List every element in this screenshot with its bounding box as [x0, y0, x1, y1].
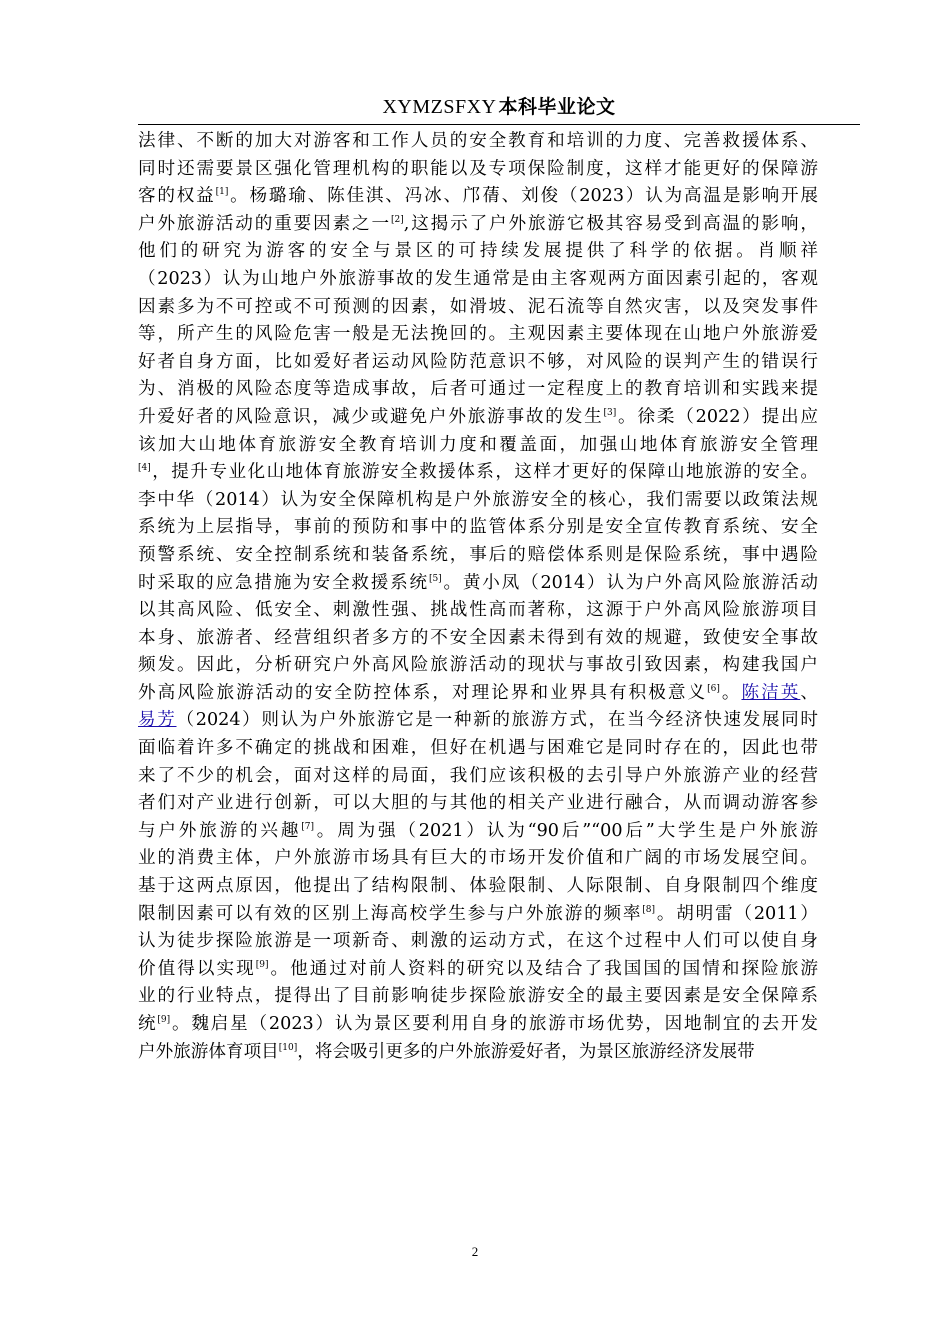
page-number: 2: [471, 1244, 479, 1259]
text-line: [138, 1011, 818, 1039]
line-text: 等，所产生的风险危害一般是无法挽回的。主观因素主要体现在山地户外旅游爱: [138, 324, 818, 345]
text-line: [138, 735, 818, 763]
line-text: 频发。因此，分析研究户外高风险旅游活动的现状与事故引致因素，构建我国户: [138, 655, 818, 676]
line-text: 本身、旅游者、经营组织者多方的不安全因素未得到有效的规避，致使安全事故: [138, 627, 818, 648]
line-text: 。: [719, 682, 742, 703]
text-line: [138, 818, 818, 846]
line-text: 面临着许多不确定的挑战和困难，但好在机遇与困难它是同时存在的，因此也带: [138, 738, 818, 759]
text-line: [138, 597, 818, 625]
line-text: 来了不少的机会，面对这样的局面，我们应该积极的去引导户外旅游产业的经营: [138, 765, 818, 786]
line-text: 、: [800, 682, 818, 703]
text-line: [138, 680, 818, 708]
line-text: 统: [138, 1014, 158, 1034]
citation-ref: [9]: [255, 959, 269, 970]
text-line: [138, 211, 818, 239]
line-text: ，提升专业化山地体育旅游安全救援体系，这样才更好的保障山地旅游的安全。: [150, 462, 818, 483]
text-line: [138, 928, 818, 956]
line-text: 该加大山地体育旅游安全教育培训力度和覆盖面，加强山地体育旅游安全管理: [138, 434, 818, 455]
line-text: 系统为上层指导，事前的预防和事中的监管体系分别是安全宣传教育系统、安全: [138, 517, 818, 538]
line-text: （2024）则认为户外旅游它是一种新的旅游方式，在当今经济快速发展同时: [176, 710, 818, 731]
text-line: [138, 128, 818, 156]
line-text: 法律、不断的加大对游客和工作人员的安全教育和培训的力度、完善救援体系、: [138, 131, 818, 151]
line-text: 李中华（2014）认为安全保障机构是户外旅游安全的核心，我们需要以政策法规: [138, 489, 818, 510]
line-text: 业的行业特点，提得出了目前影响徒步探险旅游安全的最主要因素是安全保障系: [138, 986, 818, 1007]
line-text: 户外旅游体育项目: [138, 1041, 279, 1062]
line-text: 价值得以实现: [138, 958, 256, 979]
text-line: [138, 901, 818, 929]
line-text: 与户外旅游的兴趣: [138, 820, 302, 841]
line-text: 。他通过对前人资料的研究以及结合了我国国的国情和探险旅游: [268, 958, 818, 979]
text-line: [138, 238, 818, 266]
line-text: 户外旅游活动的重要因素之一: [138, 213, 391, 234]
line-text: 业的消费主体，户外旅游市场具有巨大的市场开发价值和广阔的市场发展空间。: [138, 848, 818, 869]
line-text: 为、消极的风险态度等造成事故，后者可通过一定程度上的教育培训和实践来提: [138, 379, 818, 400]
line-text: 。周为强（2021）认为“90后”“00后”大学生是户外旅游: [313, 820, 818, 841]
line-text: 者们对产业进行创新，可以大胆的与其他的相关产业进行融合，从而调动游客参: [138, 793, 818, 814]
citation-ref: [10]: [278, 1042, 298, 1053]
text-line: [138, 983, 818, 1011]
text-line: [138, 404, 818, 432]
text-line: [138, 845, 818, 873]
line-text: 外高风险旅游活动的安全防控体系，对理论界和业界具有积极意义: [138, 682, 708, 703]
line-text: 时采取的应急措施为安全救援系统: [138, 572, 429, 593]
line-text: 。魏启星（2023）认为景区要利用自身的旅游市场优势，因地制宜的去开发: [170, 1014, 818, 1034]
citation-ref: [6]: [707, 684, 720, 695]
text-line: [138, 487, 818, 515]
line-text: 好者自身方面，比如爱好者运动风险防范意识不够，对风险的误判产生的错误行: [138, 351, 818, 372]
text-line: [138, 1039, 818, 1067]
text-line: [138, 542, 818, 570]
citation-ref: [9]: [157, 1015, 171, 1026]
text-line: [138, 156, 818, 184]
line-text: 。杨璐瑜、陈佳淇、冯冰、邝蒨、刘俊（2023）认为高温是影响开展: [228, 186, 818, 207]
line-text: 客的权益: [138, 186, 216, 207]
line-text: ，将会吸引更多的户外旅游爱好者，为景区旅游经济发展带: [297, 1041, 755, 1062]
citation-ref: [8]: [642, 904, 656, 915]
citation-ref: [1]: [215, 187, 229, 198]
text-line: [138, 349, 818, 377]
line-text: 以其高风险、低安全、刺激性强、挑战性高而著称，这源于户外高风险旅游项目: [138, 600, 818, 621]
body-text: [138, 128, 818, 1066]
line-text: 同时还需要景区强化管理机构的职能以及专项保险制度，这样才能更好的保障游: [138, 158, 818, 179]
text-line: [138, 790, 818, 818]
header-rule: [138, 124, 860, 125]
text-line: [138, 570, 818, 598]
line-text: 。胡明雷（2011）: [655, 903, 818, 924]
citation-ref: [3]: [603, 408, 617, 419]
text-line: [138, 459, 818, 487]
line-text: 预警系统、安全控制系统和装备系统，事后的赔偿体系则是保险系统，事中遇险: [138, 544, 818, 565]
header-code: XYMZSFXY: [382, 96, 497, 118]
line-text: 升爱好者的风险意识，减少或避免户外旅游事故的发生: [138, 406, 604, 427]
line-text: 限制因素可以有效的区别上海高校学生参与户外旅游的频率: [138, 903, 643, 924]
text-line: [138, 873, 818, 901]
citation-ref: [7]: [301, 821, 314, 832]
author-link[interactable]: 陈洁英: [741, 682, 801, 703]
text-line: [138, 514, 818, 542]
header-subtitle: 本科毕业论文: [498, 96, 616, 118]
text-line: [138, 183, 818, 211]
text-line: [138, 376, 818, 404]
line-text: （2023）认为山地户外旅游事故的发生通常是由主客观两方面因素引起的，客观: [138, 268, 818, 289]
text-line: [138, 652, 818, 680]
text-line: [138, 321, 818, 349]
line-text: 。徐柔（2022）提出应: [616, 406, 818, 427]
citation-ref: [4]: [138, 463, 151, 474]
running-header: [138, 92, 860, 122]
text-line: [138, 266, 818, 294]
text-line: [138, 625, 818, 653]
author-link[interactable]: 易芳: [138, 710, 177, 731]
citation-ref: [2]: [390, 214, 404, 225]
text-line: [138, 707, 818, 735]
line-text: 因素多为不可控或不可预测的因素，如滑坡、泥石流等自然灾害，以及突发事件: [138, 296, 818, 317]
line-text: 基于这两点原因，他提出了结构限制、体验限制、人际限制、自身限制四个维度: [138, 876, 818, 897]
text-line: [138, 294, 818, 322]
citation-ref: [5]: [428, 573, 442, 584]
line-text: ,这揭示了户外旅游它极其容易受到高温的影响，: [403, 213, 818, 234]
text-line: [138, 763, 818, 791]
line-text: 。黄小凤（2014）认为户外高风险旅游活动: [441, 572, 818, 593]
text-line: [138, 432, 818, 460]
line-text: 认为徒步探险旅游是一项新奇、刺激的运动方式，在这个过程中人们可以使自身: [138, 931, 818, 952]
line-text: 他们的研究为游客的安全与景区的可持续发展提供了科学的依据。肖顺祥: [138, 241, 818, 262]
text-line: [138, 956, 818, 984]
